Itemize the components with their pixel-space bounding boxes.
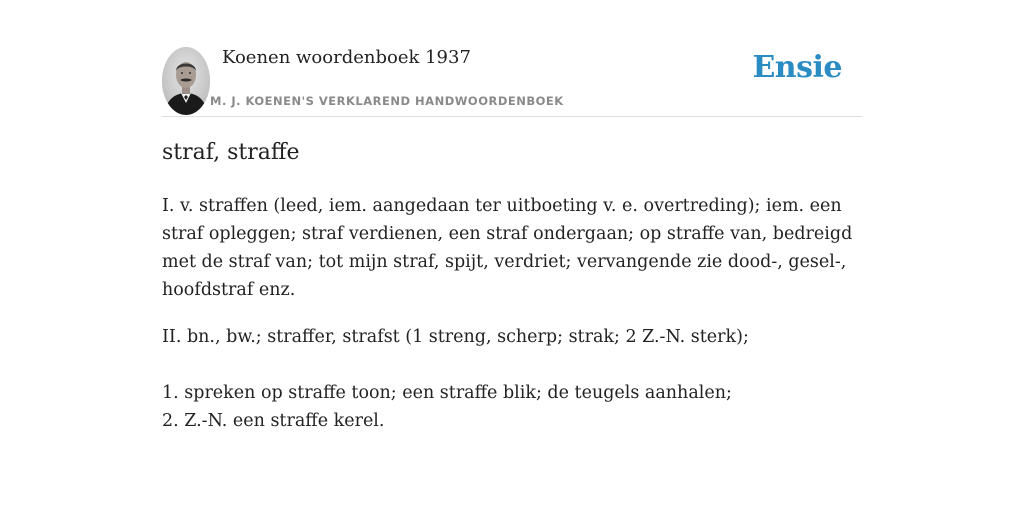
- example-item: 2. Z.-N. een straffe kerel.: [162, 411, 385, 431]
- portrait-photo-icon: [162, 47, 210, 115]
- site-header: [162, 44, 862, 117]
- definition-paragraph: I. v. straffen (leed, iem. aangedaan ter uitboeting v. e. overtreding); iem. een straf opleggen; straf verdienen, een straf ondergaan; op straffe van, bedreigd met de straf van; tot mijn straf, spijt, verdriet; vervangende zie dood-, gesel-, hoofdstraf enz.: [162, 196, 853, 300]
- dictionary-subtitle: M. J. KOENEN'S VERKLAREND HANDWOORDENBOEK: [210, 94, 564, 108]
- author-portrait: [162, 47, 210, 115]
- dictionary-title[interactable]: Koenen woordenboek 1937: [222, 47, 471, 68]
- definition-paragraph: II. bn., bw.; straffer, strafst (1 streng, scherp; strak; 2 Z.-N. sterk);: [162, 327, 749, 347]
- entry-headword: straf, straffe: [162, 140, 300, 165]
- example-item: 1. spreken op straffe toon; een straffe blik; de teugels aanhalen;: [162, 383, 732, 403]
- ensie-logo[interactable]: Ensie: [752, 50, 842, 85]
- example-list: [162, 379, 862, 435]
